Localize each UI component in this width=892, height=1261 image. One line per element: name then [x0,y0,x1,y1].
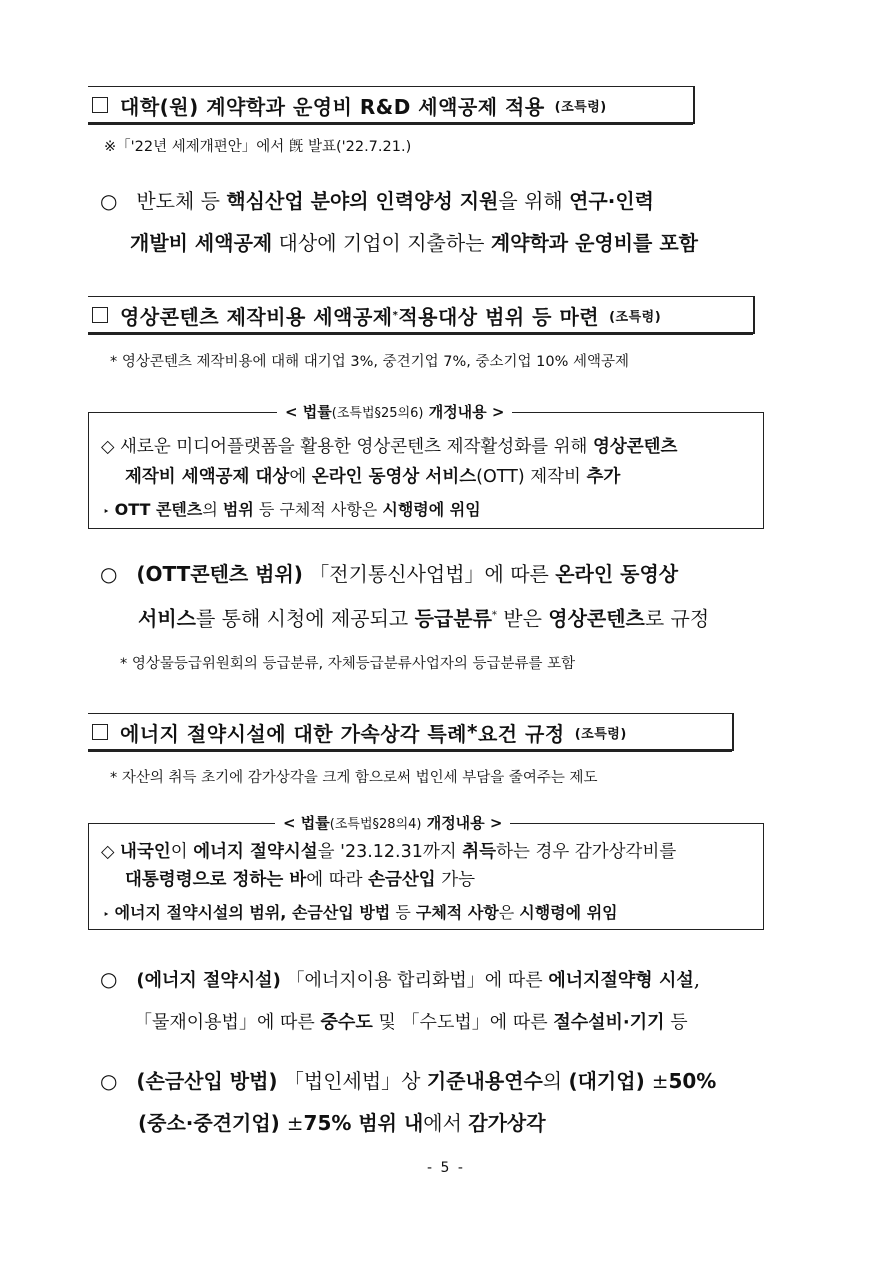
section1-note: ※「'22년 세제개편안」에서 旣 발표('22.7.21.) [104,139,412,155]
section2-header: 영상콘텐츠 제작비용 세액공제 * 적용대상 범위 등 마련 (조특령) [88,296,755,334]
section3-tag: (조특령) [574,726,627,742]
section3-paragraph-2: ○ (손금산입 방법) 「법인세법」상 기준내용연수의 (대기업) ±50% (중소·중견기업) ±75% 범위 내에서 감가상각 [100,1069,717,1135]
section2-title: 영상콘텐츠 제작비용 세액공제 [120,304,393,329]
section1-title: 대학(원) 계약학과 운영비 R&D 세액공제 적용 [120,94,545,119]
diamond-icon: ◇ [101,437,115,457]
law-box-title: < 법률(조특법§25의6) 개정내용 > [277,401,512,422]
law-line-3: ‣ OTT 콘텐츠의 범위 등 구체적 사항은 시행령에 위임 [103,500,481,519]
law-line-2: 대통령령으로 정하는 바에 따라 손금산입 가능 [125,870,476,890]
diamond-icon: ◇ [101,842,115,862]
section2-law-box [88,403,764,529]
section3-paragraph-1: ○ (에너지 절약시설) 「에너지이용 합리화법」에 따른 에너지절약형 시설, 「물재이용법」에 따른 중수도 및 「수도법」에 따른 절수설비·기기 등 [100,967,701,1033]
law-line-2: 제작비 세액공제 대상에 온라인 동영상 서비스(OTT) 제작비 추가 [125,467,621,487]
checkbox-square-icon [92,724,108,740]
checkbox-square-icon [92,307,108,323]
law-line-1: ◇ 내국인이 에너지 절약시설을 '23.12.31까지 취득하는 경우 감가상각비를 [101,842,677,862]
section1-paragraph: ○ 반도체 등 핵심산업 분야의 인력양성 지원을 위해 연구·인력 개발비 세액공제 대상에 기업이 지출하는 계약학과 운영비를 포함 [100,189,698,255]
section2-tag: (조특령) [609,309,662,325]
law-line-1: ◇ 새로운 미디어플랫폼을 활용한 영상콘텐츠 제작활성화를 위해 영상콘텐츠 [101,437,678,457]
section3-law-box [88,814,764,930]
arrow-bullet-icon: ‣ [103,908,110,921]
section2-note2: * 영상물등급위원회의 등급분류, 자체등급분류사업자의 등급분류를 포함 [120,656,576,672]
section1-tag: (조특령) [554,99,607,115]
law-box-title: < 법률(조특법§28의4) 개정내용 > [275,812,510,833]
arrow-bullet-icon: ‣ [103,505,110,518]
section3-title: 에너지 절약시설에 대한 가속상각 특례 [120,721,467,746]
law-line-3: ‣ 에너지 절약시설의 범위, 손금산입 방법 등 구체적 사항은 시행령에 위임 [103,903,618,922]
section2-note: * 영상콘텐츠 제작비용에 대해 대기업 3%, 중견기업 7%, 중소기업 10% 세액공제 [110,354,629,370]
section2-paragraph: ○ (OTT콘텐츠 범위) 「전기통신사업법」에 따른 온라인 동영상 서비스를 통해 시청에 제공되고 등급분류* 받은 영상콘텐츠로 규정 [100,562,710,631]
section3-header: 에너지 절약시설에 대한 가속상각 특례 * 요건 규정 (조특령) [88,713,734,751]
section3-note: * 자산의 취득 초기에 감가상각을 크게 함으로써 법인세 부담을 줄여주는 제도 [110,770,598,786]
section1-header [88,86,695,124]
checkbox-square-icon [92,97,108,113]
page-number: - 5 - [427,1160,465,1176]
